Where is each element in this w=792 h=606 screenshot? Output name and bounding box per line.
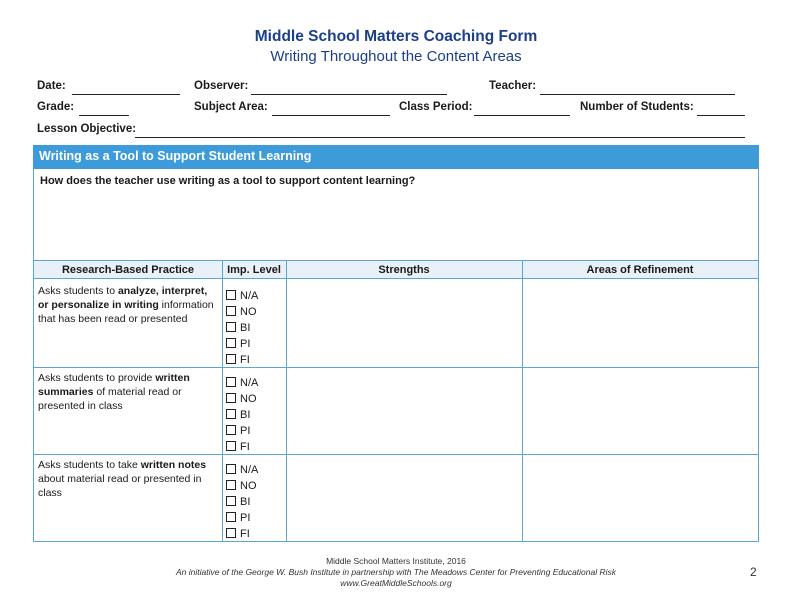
teacher-label: Teacher: — [489, 80, 537, 92]
imp-level-option[interactable] — [226, 510, 258, 526]
option-label: BI — [240, 496, 251, 508]
row-divider-2 — [34, 454, 758, 455]
date-label: Date: — [37, 80, 66, 92]
form-subtitle: Writing Throughout the Content Areas — [270, 48, 522, 65]
checkbox[interactable] — [226, 290, 236, 300]
imp-level-option[interactable] — [226, 407, 258, 423]
option-label: NO — [240, 306, 257, 318]
option-label: N/A — [240, 464, 259, 476]
checkbox[interactable] — [226, 306, 236, 316]
option-label: NO — [240, 480, 257, 492]
page-number: 2 — [750, 565, 757, 579]
footer-line-2: An initiative of the George W. Bush Institute in partnership with The Meadows Center for Preventing Educational Risk — [175, 567, 617, 577]
practice-text — [38, 458, 218, 500]
imp-level-options — [226, 462, 258, 542]
form-row-2 — [37, 101, 747, 119]
imp-level-options — [226, 288, 258, 368]
col-divider-3 — [522, 260, 523, 542]
imp-level-option[interactable] — [226, 423, 258, 439]
checkbox[interactable] — [226, 464, 236, 474]
table-header-row — [34, 260, 758, 279]
practice-emphasis: written notes — [140, 459, 207, 471]
header-practice: Research-Based Practice — [61, 264, 195, 276]
header-refinement: Areas of Refinement — [586, 264, 694, 276]
subject-area-label: Subject Area: — [194, 101, 268, 113]
checkbox[interactable] — [226, 322, 236, 332]
checkbox[interactable] — [226, 393, 236, 403]
imp-level-option[interactable] — [226, 391, 258, 407]
option-label: FI — [240, 441, 250, 453]
teacher-line[interactable] — [540, 94, 735, 95]
practice-text — [38, 371, 218, 413]
lesson-objective-label: Lesson Objective: — [37, 123, 137, 135]
imp-level-option[interactable] — [226, 375, 258, 391]
imp-level-option[interactable] — [226, 304, 258, 320]
practice-segment: Asks students to — [38, 285, 118, 297]
imp-level-option[interactable] — [226, 494, 258, 510]
option-label: PI — [240, 512, 251, 524]
option-label: FI — [240, 354, 250, 366]
checkbox[interactable] — [226, 354, 236, 364]
class-period-label: Class Period: — [399, 101, 473, 113]
section-header — [33, 145, 759, 169]
checkbox[interactable] — [226, 528, 236, 538]
imp-level-option[interactable] — [226, 288, 258, 304]
header-strengths: Strengths — [378, 264, 430, 276]
row-divider-1 — [34, 367, 758, 368]
imp-level-options — [226, 375, 258, 455]
imp-level-option[interactable] — [226, 352, 258, 368]
option-label: N/A — [240, 377, 259, 389]
imp-level-option[interactable] — [226, 478, 258, 494]
checkbox[interactable] — [226, 338, 236, 348]
form-title: Middle School Matters Coaching Form — [254, 28, 538, 45]
checkbox[interactable] — [226, 480, 236, 490]
practice-text — [38, 284, 218, 326]
practice-emphasis: analyze, interpret, or personalize in writing — [38, 285, 208, 311]
checkbox[interactable] — [226, 425, 236, 435]
checkbox[interactable] — [226, 496, 236, 506]
header-imp-level: Imp. Level — [227, 264, 281, 276]
option-label: BI — [240, 322, 251, 334]
imp-level-option[interactable] — [226, 462, 258, 478]
practice-segment: of material read or presented in class — [38, 386, 182, 412]
observer-line[interactable] — [251, 94, 447, 95]
checkbox[interactable] — [226, 377, 236, 387]
practice-segment: Asks students to take — [38, 459, 141, 471]
footer-line-1: Middle School Matters Institute, 2016 — [326, 556, 466, 566]
grade-line[interactable] — [79, 115, 129, 116]
grade-label: Grade: — [37, 101, 75, 113]
col-divider-1 — [222, 260, 223, 542]
option-label: PI — [240, 338, 251, 350]
imp-level-option[interactable] — [226, 336, 258, 352]
practice-segment: information that has been read or presented — [38, 299, 214, 325]
date-line[interactable] — [72, 94, 180, 95]
option-label: BI — [240, 409, 251, 421]
imp-level-option[interactable] — [226, 439, 258, 455]
option-label: NO — [240, 393, 257, 405]
section-title: Writing as a Tool to Support Student Learning — [39, 149, 312, 163]
section-question: How does the teacher use writing as a tool to support content learning? — [40, 175, 416, 187]
form-row-3 — [37, 123, 747, 141]
subject-area-line[interactable] — [272, 115, 390, 116]
practice-segment: Asks students to provide — [38, 372, 156, 384]
practice-emphasis: written summaries — [38, 372, 190, 398]
num-students-label: Number of Students: — [580, 101, 694, 113]
checkbox[interactable] — [226, 512, 236, 522]
option-label: FI — [240, 528, 250, 540]
checkbox[interactable] — [226, 409, 236, 419]
imp-level-option[interactable] — [226, 320, 258, 336]
checkbox[interactable] — [226, 441, 236, 451]
observer-label: Observer: — [194, 80, 249, 92]
form-row-1 — [37, 80, 747, 98]
option-label: N/A — [240, 290, 259, 302]
class-period-line[interactable] — [474, 115, 570, 116]
option-label: PI — [240, 425, 251, 437]
footer-website: www.GreatMiddleSchools.org — [340, 578, 452, 588]
col-divider-2 — [286, 260, 287, 542]
imp-level-option[interactable] — [226, 526, 258, 542]
num-students-line[interactable] — [697, 115, 745, 116]
lesson-objective-line[interactable] — [135, 137, 745, 138]
practice-segment: about material read or presented in class — [38, 473, 202, 499]
